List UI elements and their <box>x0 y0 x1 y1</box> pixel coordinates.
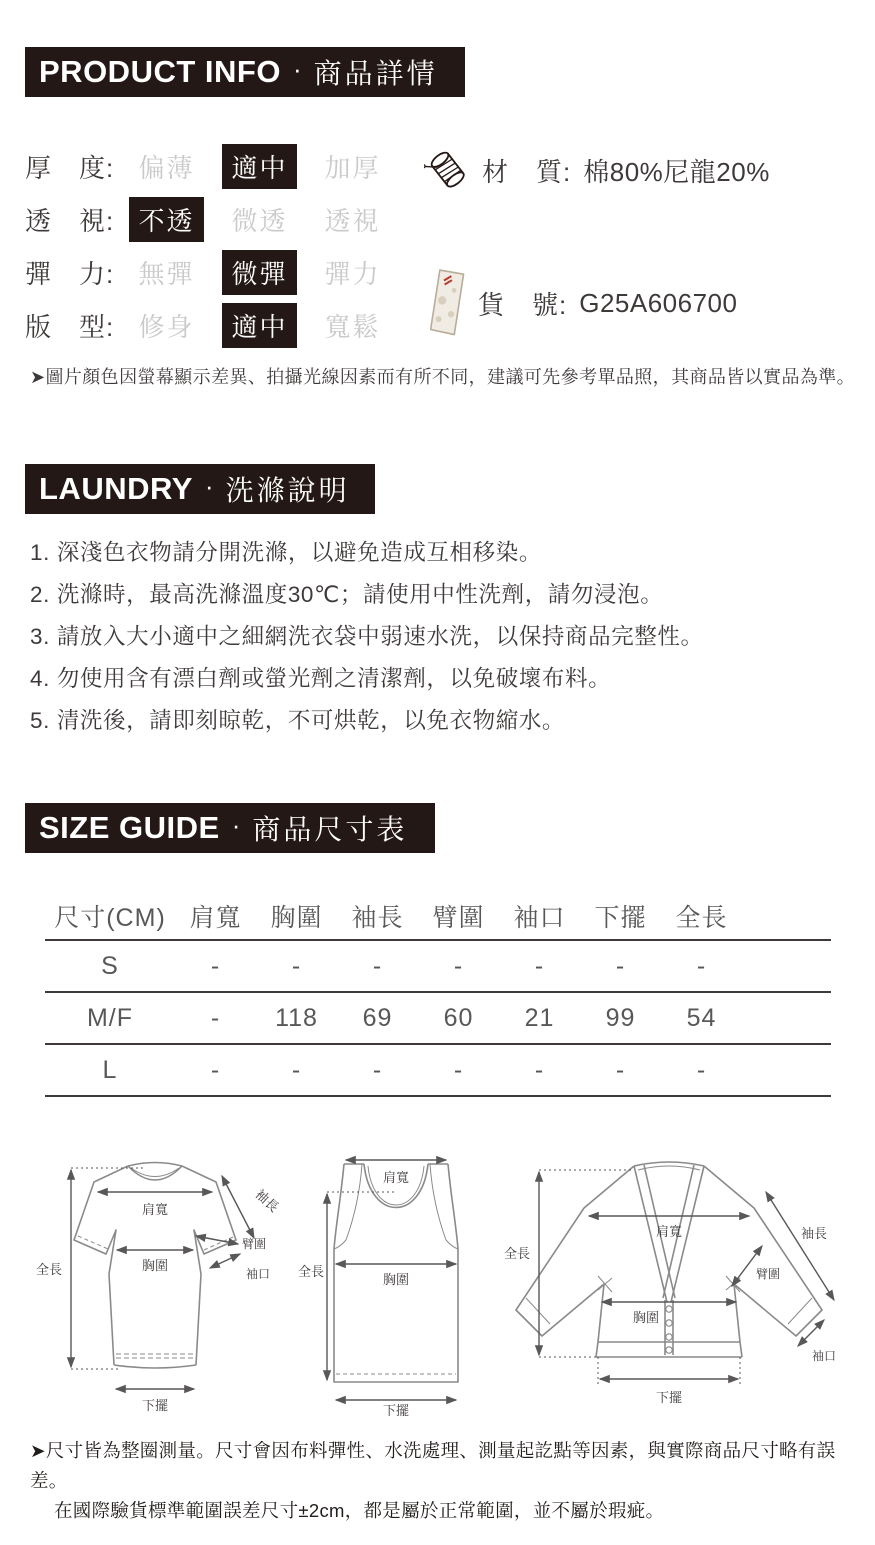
size-guide-header-en: SIZE GUIDE <box>39 810 220 845</box>
size-value: - <box>615 951 626 980</box>
attribute-row-transparency <box>25 199 399 240</box>
attribute-option: 偏薄 <box>138 153 195 183</box>
tank-shoulder-width-label: 肩寬 <box>382 1170 410 1185</box>
column-header: 袖長 <box>351 903 404 932</box>
laundry-instruction-list <box>30 540 704 750</box>
tshirt-arm-label: 臂圍 <box>241 1237 267 1251</box>
size-value: 60 <box>443 1003 474 1032</box>
material-row <box>424 146 770 194</box>
size-value: - <box>453 1055 464 1084</box>
attribute-label: 版 型: <box>25 312 115 342</box>
size-table-row-l <box>45 1045 831 1097</box>
material-label: 材 質: <box>482 156 572 187</box>
size-value: - <box>534 1055 545 1084</box>
cardigan-hem-label: 下擺 <box>655 1390 683 1405</box>
clothing-tag-icon <box>430 268 468 338</box>
laundry-header-zh: 洗滌說明 <box>225 475 350 506</box>
column-header: 袖口 <box>513 903 566 932</box>
size-value: - <box>372 1055 383 1084</box>
size-name: S <box>101 951 119 980</box>
laundry-instruction: 1. 深淺色衣物請分開洗滌，以避免造成互相移染。 <box>30 540 542 565</box>
tshirt-chest-label: 胸圍 <box>141 1258 169 1273</box>
size-value: - <box>696 1055 707 1084</box>
size-value: - <box>291 951 302 980</box>
attribute-option: 無彈 <box>138 259 195 289</box>
attribute-row-fit <box>25 305 399 346</box>
size-value: - <box>534 951 545 980</box>
attribute-label: 厚 度: <box>25 153 115 183</box>
tank-top-measure-diagram <box>296 1152 496 1417</box>
column-header: 尺寸(CM) <box>54 903 166 932</box>
product-info-header-en: PRODUCT INFO <box>39 54 281 89</box>
column-header: 臂圍 <box>432 903 485 932</box>
column-header: 全長 <box>675 903 728 932</box>
material-value: 棉80%尼龍20% <box>583 156 770 187</box>
laundry-instruction: 3. 請放入大小適中之細網洗衣袋中弱速水洗，以保持商品完整性。 <box>30 624 704 649</box>
size-value: 99 <box>605 1003 636 1032</box>
item-number-value: G25A606700 <box>579 287 738 318</box>
attribute-row-thickness <box>25 146 399 187</box>
tshirt-shoulder-width-label: 肩寬 <box>141 1202 169 1217</box>
laundry-header-en: LAUNDRY <box>39 471 193 506</box>
laundry-instruction: 2. 洗滌時，最高洗滌溫度30℃；請使用中性洗劑，請勿浸泡。 <box>30 582 664 607</box>
size-value: 54 <box>686 1003 717 1032</box>
tank-hem-label: 下擺 <box>382 1403 410 1417</box>
attribute-option: 透視 <box>324 206 381 236</box>
attribute-row-elasticity <box>25 252 399 293</box>
size-value: - <box>453 951 464 980</box>
size-guide-header <box>25 803 435 853</box>
color-disclaimer-note: ➤圖片顏色因螢幕顯示差異、拍攝光線因素而有所不同，建議可先參考單品照，其商品皆以實品為準。 <box>30 367 856 387</box>
laundry-instruction: 4. 勿使用含有漂白劑或螢光劑之清潔劑，以免破壞布料。 <box>30 666 612 691</box>
size-value: - <box>696 951 707 980</box>
attribute-option-selected: 微彈 <box>213 252 306 293</box>
column-header: 下擺 <box>594 903 647 932</box>
thread-spool-icon <box>424 146 472 194</box>
attribute-option-selected: 不透 <box>120 199 213 240</box>
item-number-label: 貨 號: <box>478 289 568 320</box>
cardigan-sleeve-length-label: 袖長 <box>800 1226 828 1241</box>
header-dot: · <box>292 53 302 84</box>
attribute-option-selected: 適中 <box>213 305 306 346</box>
cardigan-measure-diagram <box>494 1152 846 1417</box>
product-info-header <box>25 47 465 97</box>
attribute-option-selected: 適中 <box>213 146 306 187</box>
header-dot: · <box>231 809 241 840</box>
size-table <box>45 892 831 1097</box>
size-value: - <box>210 1003 221 1032</box>
tshirt-total-length-label: 全長 <box>36 1262 63 1277</box>
cardigan-chest-label: 胸圍 <box>632 1310 660 1325</box>
size-table-row-s <box>45 941 831 993</box>
attribute-label: 透 視: <box>25 206 115 236</box>
cardigan-total-length-label: 全長 <box>504 1246 531 1261</box>
size-value: 118 <box>275 1003 318 1032</box>
size-value: 21 <box>524 1003 555 1032</box>
cardigan-measure-arrows <box>539 1170 837 1384</box>
size-disclaimer-line1: ➤尺寸皆為整圈測量。尺寸會因布料彈性、水洗處理、測量起訖點等因素，與實際商品尺寸略有誤差。 <box>30 1440 836 1491</box>
size-value: - <box>210 951 221 980</box>
tank-total-length-label: 全長 <box>298 1264 325 1279</box>
tshirt-cuff-label: 袖口 <box>245 1267 271 1281</box>
size-value: - <box>615 1055 626 1084</box>
tshirt-measure-diagram <box>28 1152 286 1417</box>
product-info-header-zh: 商品詳情 <box>313 58 438 89</box>
size-table-header-row <box>45 892 831 941</box>
attribute-label: 彈 力: <box>25 259 115 289</box>
product-attributes <box>25 146 399 358</box>
cardigan-cuff-label: 袖口 <box>812 1349 837 1363</box>
column-header: 胸圍 <box>270 903 323 932</box>
cardigan-outline <box>516 1162 822 1357</box>
tank-chest-label: 胸圍 <box>382 1272 410 1287</box>
column-header: 肩寬 <box>189 903 242 932</box>
laundry-instruction: 5. 清洗後，請即刻晾乾，不可烘乾，以免衣物縮水。 <box>30 708 566 733</box>
size-value: - <box>291 1055 302 1084</box>
attribute-option: 微透 <box>231 206 288 236</box>
size-table-row-mf <box>45 993 831 1045</box>
laundry-header <box>25 464 375 514</box>
size-value: - <box>372 951 383 980</box>
attribute-option: 加厚 <box>324 153 381 183</box>
size-disclaimer-line2: 在國際驗貨標準範圍誤差尺寸±2cm，都是屬於正常範圍，並不屬於瑕疵。 <box>54 1500 665 1521</box>
size-guide-header-zh: 商品尺寸表 <box>252 814 408 845</box>
attribute-option: 彈力 <box>324 259 381 289</box>
header-dot: · <box>204 470 214 501</box>
size-name: M/F <box>86 1003 134 1032</box>
cardigan-shoulder-width-label: 肩寬 <box>655 1224 683 1239</box>
tshirt-hem-label: 下擺 <box>141 1398 169 1413</box>
tshirt-sleeve-length-label: 袖長 <box>252 1186 282 1215</box>
size-name: L <box>102 1055 118 1084</box>
attribute-option: 修身 <box>138 312 195 342</box>
attribute-option: 寬鬆 <box>324 312 381 342</box>
size-value: - <box>210 1055 221 1084</box>
size-disclaimer-note <box>30 1436 860 1526</box>
item-number-row <box>430 268 737 338</box>
size-value: 69 <box>362 1003 393 1032</box>
cardigan-arm-label: 臂圍 <box>756 1267 781 1281</box>
